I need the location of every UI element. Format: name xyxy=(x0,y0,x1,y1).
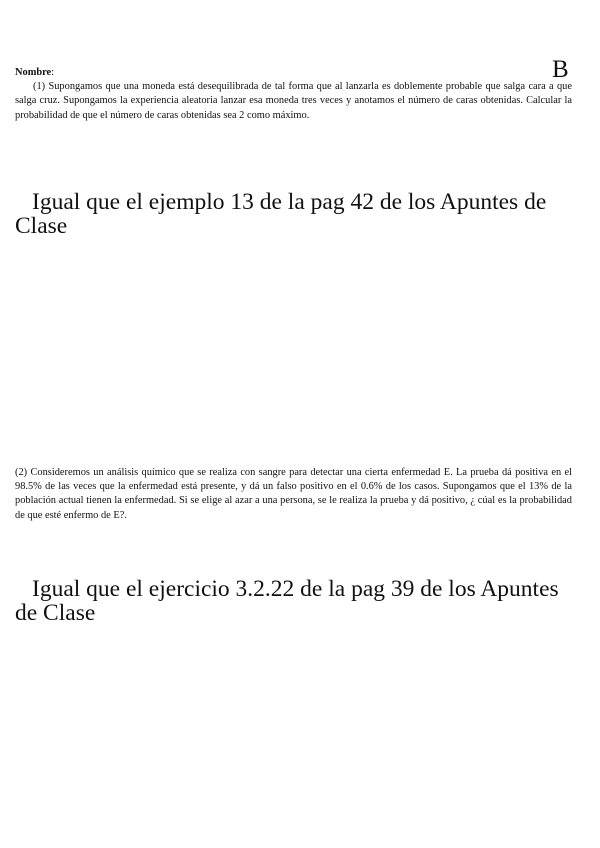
question-2-text: Consideremos un análisis químico que se realiza con sangre para detectar una cierta enfermedad E. La prueba dá positiva en el 98.5% de las veces que la enfermedad está presente, y dá un falso positivo en el 0.6% de los casos. Supongamos que el 13% de la población actual tienen la enfermedad. Si se elige al azar a una persona, se le realiza la prueba y dá positivo, ¿ cúal es la probabilidad de que esté enfermo de E?. xyxy=(15,467,572,521)
exam-version-letter: B xyxy=(552,56,569,83)
question-2-number: (2) xyxy=(15,467,28,478)
question-1-text: Supongamos que una moneda está desequilibrada de tal forma que al lanzarla es doblemente probable que salga cara a que salga cruz. Supongamos la experiencia aleatoria lanzar esa moneda tres veces y anotamos el número de caras obtenidas. Calcular la probabilidad de que el número de caras obtenidas sea 2 como máximo. xyxy=(15,81,572,121)
question-1 xyxy=(15,66,572,123)
question-1-number: (1) xyxy=(33,81,46,93)
answer-1 xyxy=(15,190,580,238)
name-colon: : xyxy=(51,67,55,78)
name-label: Nombre xyxy=(15,67,52,78)
answer-2 xyxy=(15,577,580,625)
question-2 xyxy=(15,466,572,523)
answer-1-text: Igual que el ejemplo 13 de la pag 42 de los Apuntes de Clase xyxy=(15,189,547,239)
answer-2-text: Igual que el ejercicio 3.2.22 de la pag 39 de los Apuntes de Clase xyxy=(15,576,559,626)
